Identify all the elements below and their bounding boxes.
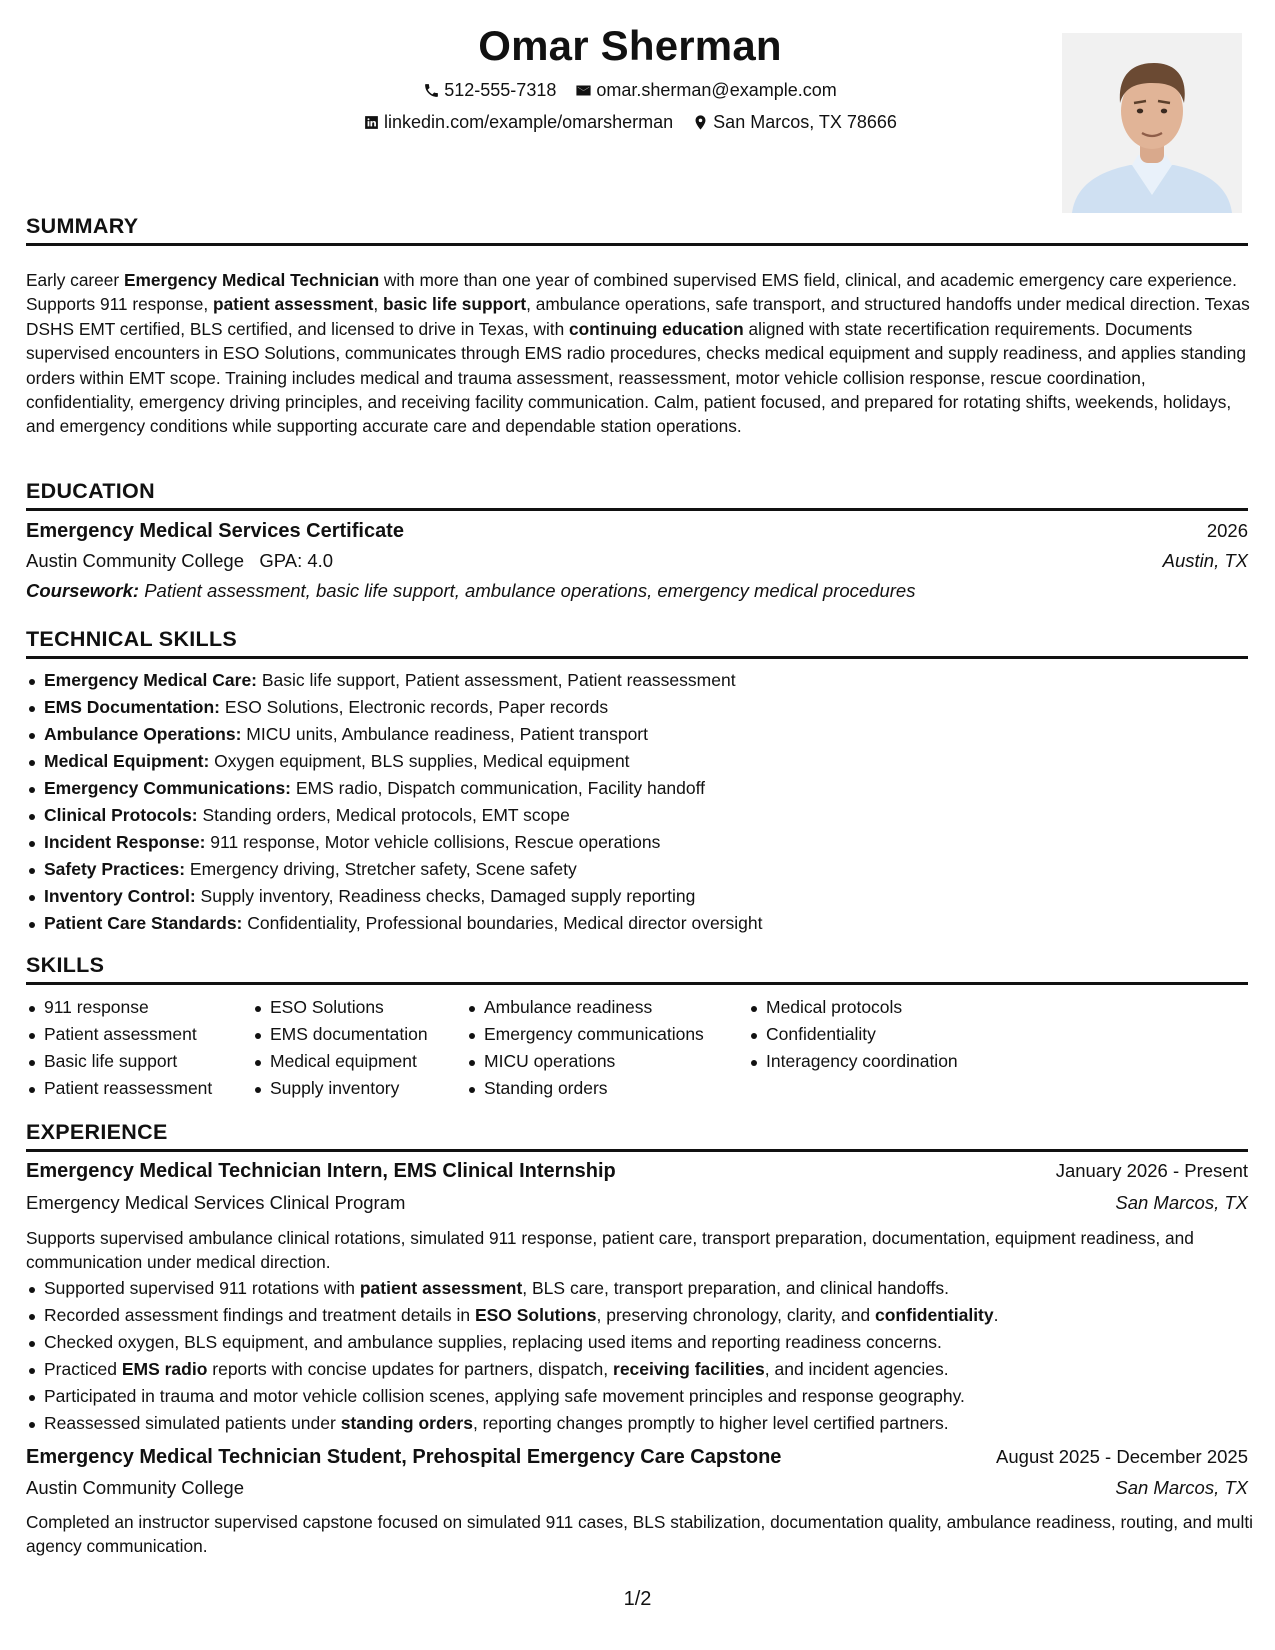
skills-column-4 [748,994,958,1075]
job2-description: Completed an instructor supervised capstone focused on simulated 911 cases, BLS stabilization, documentation quality, ambulance readiness, routing, and multi agency communication. [26,1512,1254,1557]
candidate-name: Omar Sherman [478,22,782,69]
list-item: Participated in trauma and motor vehicle collision scenes, applying safe movement principles and response geography. [44,1383,999,1410]
list-item: Confidentiality [766,1021,958,1048]
location-contact [692,112,897,133]
list-item: Standing orders [484,1075,704,1102]
summary-paragraph: Early career Emergency Medical Technician with more than one year of combined supervised EMS field, clinical, and academic emergency care experience. Supports 911 response, patient assessment, basic life support, ambulance operations, safe transport, and structured handoffs under medical direction. Texas DSHS EMT certified, BLS certified, and licensed to drive in Texas, with continuing education aligned with state recertification requirements. Documents supervised encounters in ESO Solutions, communicates through EMS radio procedures, checks medical equipment and supply readiness, and applies standing orders within EMT scope. Training includes medical and trauma assessment, reassessment, motor vehicle collision response, rescue coordination, confidentiality, emergency driving principles, and receiving facility communication. Calm, patient focused, and prepared for rotating shifts, weekends, holidays, and emergency conditions while supporting accurate care and dependable station operations. [26,270,1250,437]
list-item: Emergency Communications: EMS radio, Dispatch communication, Facility handoff [44,775,762,802]
list-item: Medical equipment [270,1048,428,1075]
job1-org-row [26,1192,1248,1214]
education-location: Austin, TX [1162,550,1248,571]
gpa: GPA: 4.0 [259,550,334,571]
education-row-2 [26,550,1248,572]
job2-org: Austin Community College [26,1477,244,1498]
list-item: Patient assessment [44,1021,212,1048]
linkedin-text: linkedin.com/example/omarsherman [384,112,674,132]
job2-dates: August 2025 - December 2025 [996,1446,1248,1467]
linkedin-contact[interactable] [363,112,673,133]
job2-location: San Marcos, TX [1115,1477,1248,1498]
portrait-illustration [1062,33,1242,213]
profile-photo [1062,33,1242,213]
list-item: Patient reassessment [44,1075,212,1102]
list-item: MICU operations [484,1048,704,1075]
list-item: Basic life support [44,1048,212,1075]
list-item: ESO Solutions [270,994,428,1021]
job2-org-row [26,1477,1248,1499]
linkedin-icon [363,114,380,131]
page-number: 1/2 [623,1588,652,1610]
list-item: EMS documentation [270,1021,428,1048]
education-heading: EDUCATION [26,479,1248,511]
list-item: Supply inventory [270,1075,428,1102]
list-item: Medical protocols [766,994,958,1021]
list-item: Recorded assessment findings and treatment details in ESO Solutions, preserving chronology, clarity, and confidentiality. [44,1302,999,1329]
email-text: omar.sherman@example.com [596,80,837,100]
job2-title-row [26,1446,1248,1469]
experience-heading: EXPERIENCE [26,1120,1248,1152]
education-year: 2026 [1206,520,1248,541]
list-item: Incident Response: 911 response, Motor vehicle collisions, Rescue operations [44,829,762,856]
list-item: Ambulance Operations: MICU units, Ambulance readiness, Patient transport [44,721,762,748]
list-item: Clinical Protocols: Standing orders, Medical protocols, EMT scope [44,802,762,829]
list-item: 911 response [44,994,212,1021]
skills-column-1 [26,994,212,1102]
skills-heading: SKILLS [26,953,1248,985]
list-item: Supported supervised 911 rotations with patient assessment, BLS care, transport preparation, and clinical handoffs. [44,1275,999,1302]
coursework-line [26,580,1248,602]
job1-title-row [26,1160,1248,1183]
job1-bullets [26,1275,999,1437]
job1-dates: January 2026 - Present [1055,1160,1248,1181]
job1-org: Emergency Medical Services Clinical Program [26,1192,406,1213]
list-item: Ambulance readiness [484,994,704,1021]
phone-icon [423,82,440,99]
phone-contact[interactable] [423,80,556,101]
list-item: Medical Equipment: Oxygen equipment, BLS supplies, Medical equipment [44,748,762,775]
job1-location: San Marcos, TX [1115,1192,1248,1213]
education-row-1 [26,520,1248,543]
list-item: Patient Care Standards: Confidentiality, Professional boundaries, Medical director oversight [44,910,762,937]
list-item: Interagency coordination [766,1048,958,1075]
job1-role: Emergency Medical Technician Intern, EMS Clinical Internship [26,1160,616,1182]
coursework-label: Coursework: [26,580,140,601]
list-item: Practiced EMS radio reports with concise updates for partners, dispatch, receiving facilities, and incident agencies. [44,1356,999,1383]
job2-role: Emergency Medical Technician Student, Prehospital Emergency Care Capstone [26,1446,782,1468]
list-item: Inventory Control: Supply inventory, Readiness checks, Damaged supply reporting [44,883,762,910]
list-item: EMS Documentation: ESO Solutions, Electronic records, Paper records [44,694,762,721]
list-item: Emergency Medical Care: Basic life support, Patient assessment, Patient reassessment [44,667,762,694]
education-school-line [26,550,333,572]
skills-column-3 [466,994,704,1102]
location-text: San Marcos, TX 78666 [713,112,897,132]
summary-heading: SUMMARY [26,214,1248,246]
list-item: Emergency communications [484,1021,704,1048]
technical-skills-heading: TECHNICAL SKILLS [26,627,1248,659]
list-item: Safety Practices: Emergency driving, Stretcher safety, Scene safety [44,856,762,883]
email-contact[interactable] [575,80,836,101]
list-item: Reassessed simulated patients under standing orders, reporting changes promptly to higher level certified partners. [44,1410,999,1437]
degree-title: Emergency Medical Services Certificate [26,520,404,542]
envelope-icon [575,82,592,99]
technical-skills-list [26,667,762,937]
skills-column-2 [252,994,428,1102]
job1-description: Supports supervised ambulance clinical rotations, simulated 911 response, patient care, transport preparation, documentation, equipment readiness, and communication under medical direction. [26,1228,1194,1273]
school-name: Austin Community College [26,550,244,571]
map-pin-icon [692,114,709,131]
phone-text: 512-555-7318 [444,80,557,100]
coursework-text: Patient assessment, basic life support, ambulance operations, emergency medical procedures [139,580,916,601]
list-item: Checked oxygen, BLS equipment, and ambulance supplies, replacing used items and reporting readiness concerns. [44,1329,999,1356]
